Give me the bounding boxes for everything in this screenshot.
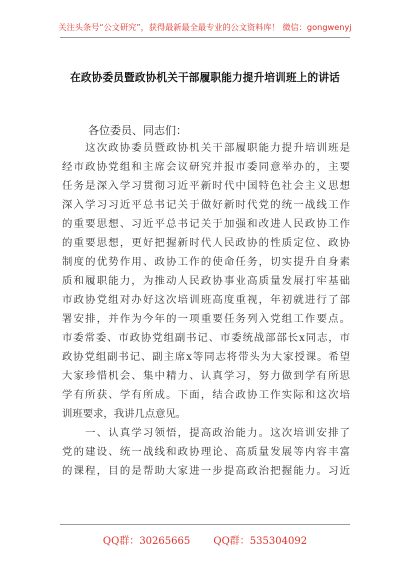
footer-qq-group-1: QQ群：30265665 [102,536,191,547]
body-line: 署安排，并作为今年的一项重要任务列入党组工作要点。 [62,313,350,325]
header-banner: 关注头条号“公文研究”，获得最新最全最专业的公文资料库！ 微信：gongwenyj [58,22,352,32]
body-line: 训班要求，我讲几点意见。 [62,408,187,420]
body-line: 经市政协党组和主席会议研究并报市委同意举办的，主要 [62,161,350,173]
body-line: 政协党组副书记、副主席x等同志将带头为大家授课。希望 [62,351,350,363]
body-line: 大家珍惜机会、集中精力、认真学习，努力做到学有所思 [62,370,350,382]
body-line: 的重要思想、习近平总书记关于加强和改进人民政协工作 [62,218,350,230]
body-line: 一、认真学习领悟，提高政治能力。这次培训安排了 [62,427,350,439]
body-line: 制度的优势作用、政协工作的使命任务，切实提升自身素 [62,256,350,268]
body-line: 质和履职能力，为推动人民政协事业高质量发展打牢基础 [62,275,350,287]
body-line: 任务是深入学习贯彻习近平新时代中国特色社会主义思想 [62,180,350,192]
header-divider [60,37,350,38]
footer-qq-group-2: QQ群：535304092 [213,536,308,547]
body-line: 这次政协委员暨政协机关干部履职能力提升培训班是 [62,142,350,154]
body-line: 市委常委、市政协党组副书记、市委统战部部长x同志，市 [62,332,350,344]
body-line: 的重要思想，更好把握新时代人民政协的性质定位、政协 [62,237,350,249]
body-line: 深入学习习近平总书记关于做好新时代党的统一战线工作 [62,199,350,211]
body-line: 的课程，目的是帮助大家进一步提高政治把握能力。习近 [62,465,350,477]
footer [60,532,350,547]
body-line: 市政协党组对办好这次培训班高度重视，年初就进行了部 [62,294,350,306]
footer-divider [60,524,350,525]
salutation: 各位委员、同志们： [88,124,187,137]
body-line: 学有所获、学有所成。下面，结合政协工作实际和这次培 [62,389,350,401]
document-title: 在政协委员暨政协机关干部履职能力提升培训班上的讲话 [70,72,340,84]
body-text [62,139,350,481]
body-line: 党的建设、统一战线和政协理论、高质量发展等内容丰富 [62,446,350,458]
